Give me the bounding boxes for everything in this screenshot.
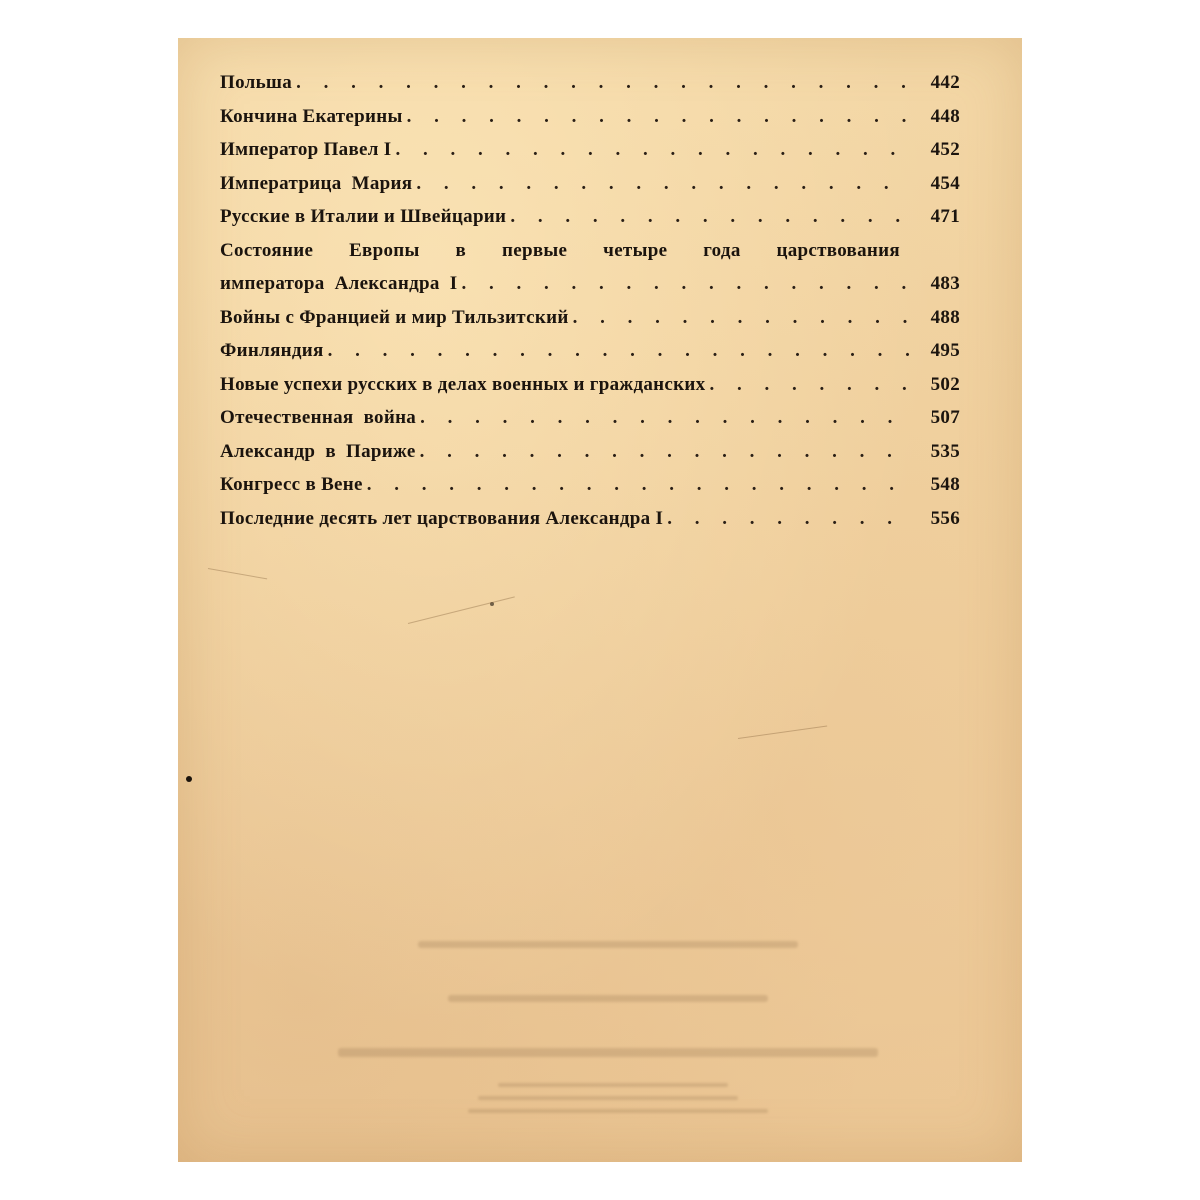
toc-entry-title: Войны с Францией и мир Тильзитский <box>220 306 569 328</box>
toc-entry-title: Император Павел I <box>220 139 392 160</box>
dot-leader <box>573 301 910 335</box>
toc-entry-page: 442 <box>930 72 960 93</box>
toc-entry-title: Последние десять лет царствования Александра I <box>220 507 664 529</box>
dot-leader <box>461 267 910 301</box>
book-page <box>178 38 1022 1162</box>
toc-entry-page: 535 <box>930 440 960 462</box>
bleed-line <box>498 1083 728 1087</box>
bleed-line <box>418 941 798 948</box>
bleed-line <box>338 1048 878 1057</box>
toc-entry <box>220 468 960 502</box>
toc-entry-title: Состояние Европы в первые четыре года царствования <box>220 239 900 261</box>
toc-entry <box>220 334 960 368</box>
bleed-line <box>448 995 768 1002</box>
toc-entry-first-line <box>220 234 900 268</box>
dot-leader <box>367 468 910 502</box>
toc-entry-page: 483 <box>930 273 960 294</box>
toc-entry-title: Александр в Париже <box>220 440 416 462</box>
paper-scratch <box>408 596 515 624</box>
toc-entry-title: Польша <box>220 72 293 93</box>
toc-entry-page: 502 <box>930 373 960 395</box>
toc-entry <box>220 301 960 335</box>
toc-entry-title: Отечественная война <box>220 407 417 428</box>
toc-entry-page: 454 <box>930 172 960 194</box>
dot-leader <box>296 66 910 100</box>
toc-entry-title: Новые успехи русских в делах военных и гражданских <box>220 373 706 395</box>
toc-entry <box>220 133 960 167</box>
paper-scratch <box>738 725 827 739</box>
toc-entry-page: 507 <box>930 407 960 428</box>
toc-entry-title: Кончина Екатерины <box>220 105 403 127</box>
table-of-contents <box>220 66 960 535</box>
toc-entry <box>220 401 960 435</box>
bleed-line <box>468 1109 768 1113</box>
dot-leader <box>407 100 910 134</box>
dot-leader <box>420 401 910 435</box>
dot-leader <box>416 167 910 201</box>
toc-entry <box>220 267 960 301</box>
bleed-through-imprint <box>328 933 888 1123</box>
dot-leader <box>667 502 910 536</box>
toc-entry <box>220 200 960 234</box>
toc-entry-title: императора Александра I <box>220 273 458 294</box>
toc-entry-page: 488 <box>930 306 960 328</box>
toc-entry <box>220 66 960 100</box>
toc-entry <box>220 435 960 469</box>
toc-entry-page: 556 <box>930 507 960 529</box>
toc-entry-page: 495 <box>930 340 960 361</box>
dot-leader <box>420 435 910 469</box>
toc-entry-title: Русские в Италии и Швейцарии <box>220 206 507 227</box>
paper-scratch <box>208 568 267 579</box>
toc-entry-page: 448 <box>930 105 960 127</box>
toc-entry-page: 548 <box>930 474 960 495</box>
toc-entry <box>220 502 960 536</box>
toc-entry <box>220 167 960 201</box>
dot-leader <box>510 200 910 234</box>
dot-leader <box>395 133 910 167</box>
toc-entry <box>220 368 960 402</box>
toc-entry-title: Конгресс в Вене <box>220 474 363 495</box>
bleed-line <box>478 1096 738 1100</box>
toc-entry-title: Императрица Мария <box>220 172 413 194</box>
toc-entry-title: Финляндия <box>220 340 324 361</box>
toc-entry <box>220 100 960 134</box>
dot-leader <box>328 334 910 368</box>
toc-entry-page: 452 <box>930 139 960 160</box>
ink-speck <box>186 776 192 782</box>
dot-leader <box>709 368 910 402</box>
toc-entry-page: 471 <box>930 206 960 227</box>
